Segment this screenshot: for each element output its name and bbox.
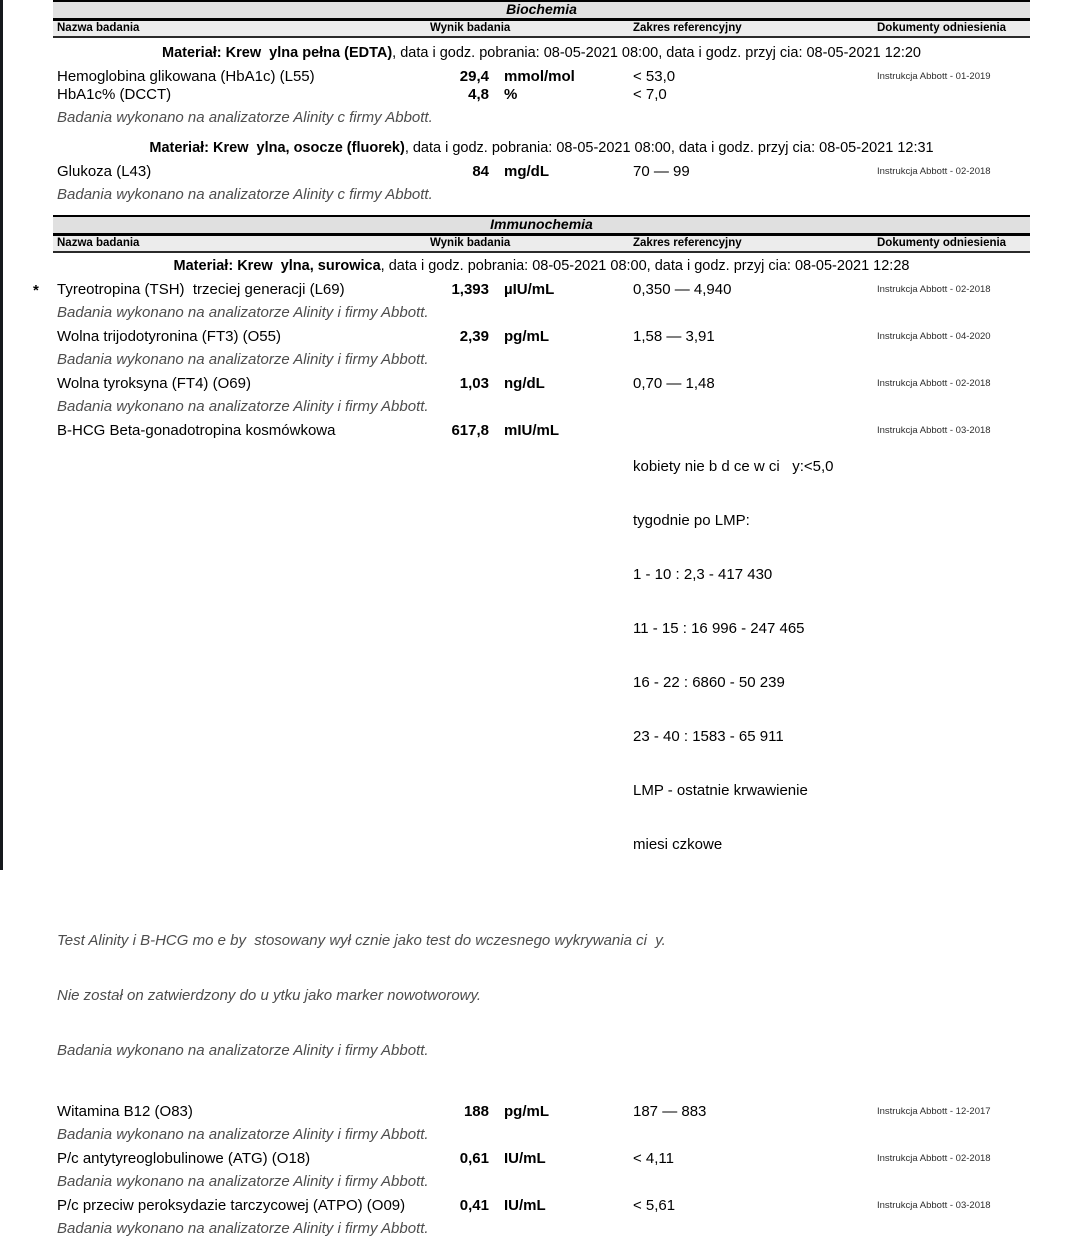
- test-name: Hemoglobina glikowana (HbA1c) (L55): [57, 68, 315, 85]
- test-unit: %: [504, 86, 518, 103]
- test-name: Glukoza (L43): [57, 163, 152, 181]
- range-line: kobiety nie b d ce w ci y:<5,0: [633, 458, 834, 476]
- test-unit: mIU/mL: [504, 422, 560, 440]
- col-header-dokumenty: Dokumenty odniesienia: [877, 236, 1007, 249]
- analyzer-note: Badania wykonano na analizatorze Alinity i firmy Abbott.: [57, 1173, 429, 1191]
- test-name: Wolna trijodotyronina (FT3) (O55): [57, 327, 281, 345]
- test-unit: IU/mL: [504, 1197, 546, 1215]
- range-line: tygodnie po LMP:: [633, 512, 750, 530]
- material-label: Materiał: Krew ylna, osocze (fluorek): [149, 140, 405, 157]
- test-value: 4,8: [468, 86, 489, 103]
- col-header-zakres: Zakres referencyjny: [633, 236, 742, 249]
- test-name: B-HCG Beta-gonadotropina kosmówkowa: [57, 422, 336, 440]
- test-doc: Instrukcja Abbott - 12-2017: [877, 1105, 991, 1117]
- test-doc: Instrukcja Abbott - 03-2018: [877, 425, 991, 437]
- test-row-hba1c-pct: [53, 86, 1030, 104]
- test-value: 29,4: [459, 68, 489, 85]
- test-doc: Instrukcja Abbott - 02-2018: [877, 378, 991, 390]
- analyzer-note: Badania wykonano na analizatorze Alinity c firmy Abbott.: [57, 186, 433, 204]
- test-value: 188: [463, 1102, 489, 1120]
- test-value: 84: [472, 163, 489, 181]
- test-row-ft4: [53, 375, 1030, 393]
- test-value: 2,39: [459, 327, 489, 345]
- test-range: < 7,0: [633, 86, 667, 103]
- test-name: HbA1c% (DCCT): [57, 86, 172, 103]
- test-unit: IU/mL: [504, 1150, 546, 1168]
- test-range: < 5,61: [633, 1197, 676, 1215]
- range-line: 16 - 22 : 6860 - 50 239: [633, 674, 785, 692]
- test-unit: mmol/mol: [504, 68, 575, 85]
- note-line: Badania wykonano na analizatorze Alinity i firmy Abbott.: [57, 1041, 429, 1059]
- col-header-nazwa: Nazwa badania: [57, 236, 140, 249]
- bhcg-disclaimer-note: [53, 895, 1030, 1096]
- column-header-row: [53, 18, 1030, 38]
- note-line: Test Alinity i B-HCG mo e by stosowany wył cznie jako test do wczesnego wykrywania ci y.: [57, 932, 666, 950]
- test-range: 187 — 883: [633, 1102, 707, 1120]
- analyzer-note: Badania wykonano na analizatorze Alinity i firmy Abbott.: [57, 398, 429, 416]
- material-line-fluorek: [53, 140, 1030, 157]
- test-row-hba1c: [53, 68, 1030, 86]
- test-name: Tyreotropina (TSH) trzeciej generacji (L69): [57, 280, 345, 298]
- test-doc: Instrukcja Abbott - 02-2018: [877, 1153, 991, 1165]
- test-range: 0,70 — 1,48: [633, 375, 715, 393]
- test-range: < 53,0: [633, 68, 676, 85]
- material-label: Materiał: Krew ylna pełna (EDTA): [162, 45, 393, 61]
- test-row-ft3: [53, 328, 1030, 346]
- test-value: 1,393: [451, 280, 489, 298]
- test-row-atpo: [53, 1197, 1030, 1215]
- test-range: 1,58 — 3,91: [633, 327, 715, 345]
- column-header-row: [53, 233, 1030, 253]
- test-unit: µIU/mL: [504, 280, 555, 298]
- test-name: Wolna tyroksyna (FT4) (O69): [57, 375, 251, 393]
- material-line-surowica: [53, 258, 1030, 275]
- test-range: 0,350 — 4,940: [633, 280, 732, 298]
- material-label: Materiał: Krew ylna, surowica: [173, 257, 381, 274]
- test-row-atg: [53, 1150, 1030, 1168]
- analyzer-note: Badania wykonano na analizatorze Alinity i firmy Abbott.: [57, 350, 429, 368]
- section-title-immunochemia: Immunochemia: [53, 215, 1030, 233]
- test-row-glukoza: [53, 163, 1030, 181]
- material-dates: , data i godz. pobrania: 08-05-2021 08:00, data i godz. przyj cia: 08-05-2021 12:28: [380, 257, 910, 274]
- range-line: 1 - 10 : 2,3 - 417 430: [633, 566, 773, 584]
- lab-report-page: [33, 0, 1030, 1239]
- test-value: 1,03: [459, 375, 489, 393]
- test-value: 0,61: [459, 1150, 489, 1168]
- test-name: Witamina B12 (O83): [57, 1102, 193, 1120]
- test-doc: Instrukcja Abbott - 02-2018: [877, 166, 991, 178]
- material-dates: , data i godz. pobrania: 08-05-2021 08:00, data i godz. przyj cia: 08-05-2021 12:31: [404, 140, 934, 157]
- test-name: P/c antytyreoglobulinowe (ATG) (O18): [57, 1150, 311, 1168]
- analyzer-note: Badania wykonano na analizatorze Alinity i firmy Abbott.: [57, 1220, 429, 1238]
- test-unit: ng/dL: [504, 375, 545, 393]
- material-line-edta: [53, 45, 1030, 62]
- test-row-tsh: [33, 280, 1030, 299]
- col-header-zakres: Zakres referencyjny: [633, 22, 742, 34]
- section-title-biochemia: Biochemia: [53, 0, 1030, 18]
- test-doc: [877, 86, 1030, 104]
- col-header-wynik: Wynik badania: [430, 22, 511, 34]
- material-dates: , data i godz. pobrania: 08-05-2021 08:00, data i godz. przyj cia: 08-05-2021 12:20: [392, 45, 921, 61]
- test-doc: Instrukcja Abbott - 04-2020: [877, 330, 991, 342]
- test-doc: Instrukcja Abbott - 03-2018: [877, 1200, 991, 1212]
- range-line: 23 - 40 : 1583 - 65 911: [633, 728, 784, 746]
- test-doc: Instrukcja Abbott - 02-2018: [877, 283, 991, 295]
- test-unit: pg/mL: [504, 1102, 549, 1120]
- analyzer-note: Badania wykonano na analizatorze Alinity c firmy Abbott.: [57, 109, 433, 126]
- test-value: 0,41: [459, 1197, 489, 1215]
- test-unit: mg/dL: [504, 163, 549, 181]
- test-range: < 4,11: [633, 1150, 675, 1168]
- analyzer-note: Badania wykonano na analizatorze Alinity i firmy Abbott.: [57, 303, 429, 321]
- range-line: 11 - 15 : 16 996 - 247 465: [633, 620, 805, 638]
- test-name: P/c przeciw peroksydazie tarczycowej (ATPO) (O09): [57, 1197, 406, 1215]
- col-header-dokumenty: Dokumenty odniesienia: [877, 22, 1007, 34]
- col-header-wynik: Wynik badania: [430, 236, 511, 249]
- test-range-multiline: [633, 422, 877, 890]
- col-header-nazwa: Nazwa badania: [57, 22, 140, 34]
- range-line: miesi czkowe: [633, 836, 723, 854]
- window-edge: [0, 0, 3, 870]
- test-row-b12: [53, 1103, 1030, 1121]
- test-row-bhcg: [53, 422, 1030, 890]
- test-range: 70 — 99: [633, 163, 690, 181]
- test-doc: Instrukcja Abbott - 01-2019: [877, 71, 991, 82]
- range-line: LMP - ostatnie krwawienie: [633, 782, 808, 800]
- test-value: 617,8: [451, 422, 489, 440]
- note-line: Nie został on zatwierdzony do u ytku jako marker nowotworowy.: [57, 986, 482, 1004]
- analyzer-note: Badania wykonano na analizatorze Alinity i firmy Abbott.: [57, 1125, 429, 1143]
- test-unit: pg/mL: [504, 327, 549, 345]
- abnormal-flag: *: [33, 281, 39, 299]
